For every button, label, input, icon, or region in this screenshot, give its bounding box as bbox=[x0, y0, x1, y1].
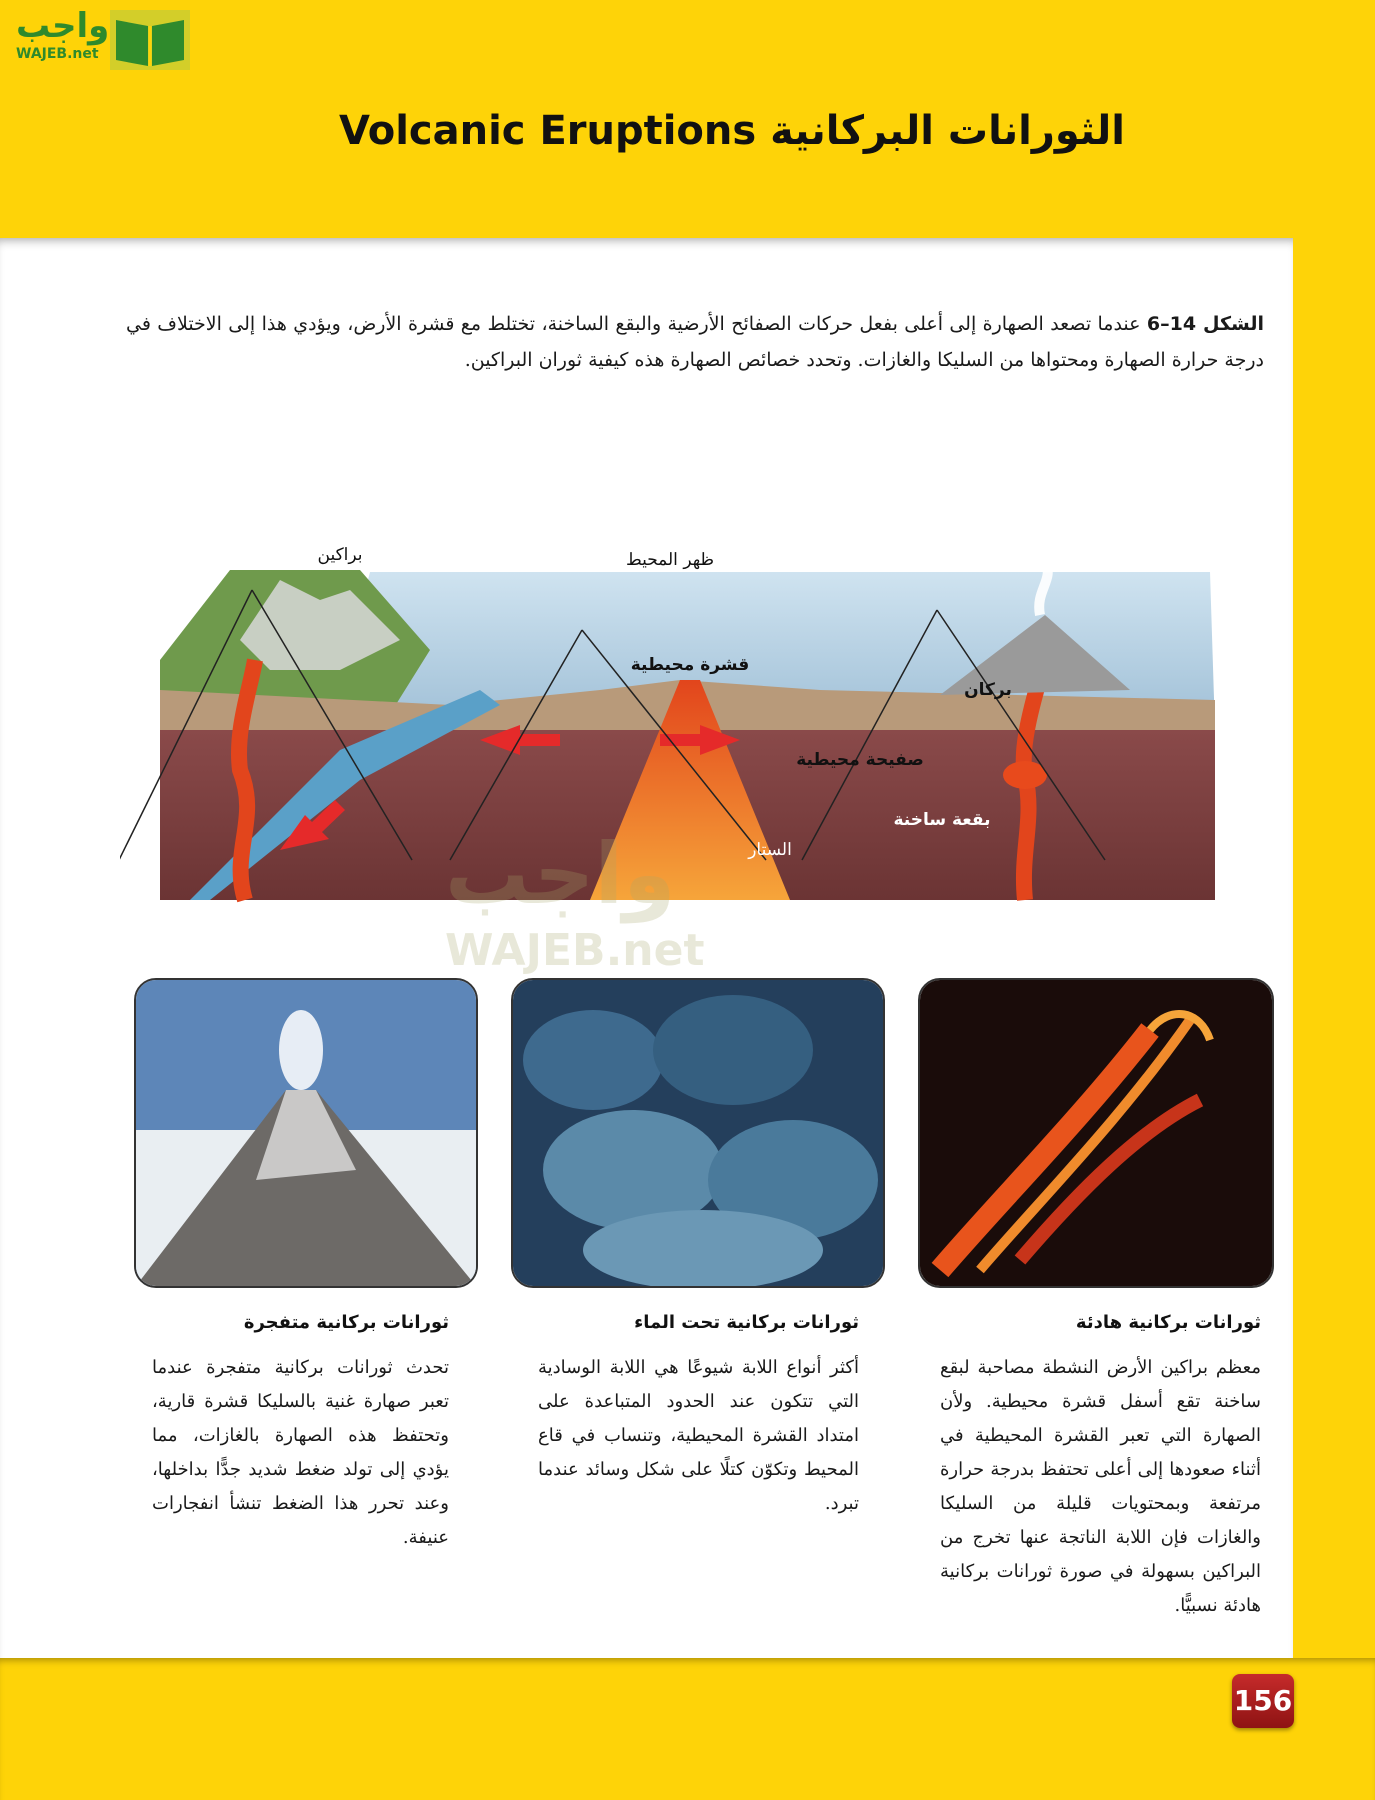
label-hot-spot: بقعة ساخنة bbox=[893, 810, 991, 830]
watermark-subtitle: WAJEB.net bbox=[445, 925, 705, 976]
photo-explosive-volcano bbox=[134, 978, 478, 1288]
label-ocean-ridge: ظهر المحيط bbox=[625, 550, 715, 570]
logo-subtitle: WAJEB.net bbox=[16, 46, 99, 62]
watermark-wordmark: واجب bbox=[445, 825, 676, 923]
figure-label: الشكل 14–6 bbox=[1146, 313, 1264, 335]
photo-pillow-lava bbox=[511, 978, 885, 1288]
label-volcanoes: براكين bbox=[317, 545, 363, 565]
photo-quiet-lava bbox=[918, 978, 1274, 1288]
book-icon bbox=[110, 10, 190, 70]
label-oceanic-crust: قشرة محيطية bbox=[630, 655, 750, 675]
column-body-quiet: معظم براكين الأرض النشطة مصاحبة لبقع ساخنة تقع أسفل قشرة محيطية. ولأن الصهارة التي تعبر القشرة المحيطية في أثناء صعودها إلى أعلى تحتفظ بدرجة حرارة مرتفعة وبمحتويات قليلة من السليكا والغازات فإن اللابة الناتجة عنها تخرج من البراكين بسهولة في صورة ثورانات بركانية هادئة نسبيًّا. bbox=[940, 1357, 1261, 1616]
site-logo[interactable] bbox=[10, 6, 190, 68]
page-number: 156 bbox=[1232, 1674, 1294, 1728]
column-body-underwater: أكثر أنواع اللابة شيوعًا هي اللابة الوسادية التي تتكون عند الحدود المتباعدة على امتداد القشرة المحيطية، وتنساب في قاع المحيط وتكوّن كتلًا على شكل وسائد عندما تبرد. bbox=[538, 1357, 859, 1514]
page-title: الثورانات البركانية Volcanic Eruptions bbox=[338, 108, 1125, 154]
column-title-quiet: ثورانات بركانية هادئة bbox=[1075, 1312, 1261, 1333]
label-mantle: الستار bbox=[748, 840, 792, 860]
caption-text: عندما تصعد الصهارة إلى أعلى بفعل حركات الصفائح الأرضية والبقع الساخنة، تختلط مع قشرة الأرض، ويؤدي هذا إلى الاختلاف في درجة حرارة الصهارة ومحتواها من السليكا والغازات. وتحدد خصائص الصهارة هذه كيفية ثوران البراكين. bbox=[126, 313, 1264, 371]
footer-band bbox=[0, 1658, 1375, 1800]
label-volcano: بركان bbox=[964, 680, 1012, 700]
column-title-underwater: ثورانات بركانية تحت الماء bbox=[634, 1312, 859, 1333]
label-oceanic-plate: صفيحة محيطية bbox=[796, 750, 924, 770]
logo-wordmark: واجب bbox=[16, 6, 110, 46]
column-body-explosive: تحدث ثورانات بركانية متفجرة عندما تعبر صهارة غنية بالسليكا قشرة قارية، وتحتفظ هذه الصهارة بالغازات، مما يؤدي إلى تولد ضغط شديد جدًّا بداخلها، وعند تحرر هذا الضغط تنشأ انفجارات عنيفة. bbox=[152, 1357, 449, 1548]
plate-tectonics-diagram bbox=[120, 520, 1270, 990]
figure-caption bbox=[126, 306, 1264, 378]
side-strip bbox=[1293, 238, 1375, 1658]
column-title-explosive: ثورانات بركانية متفجرة bbox=[243, 1312, 449, 1333]
